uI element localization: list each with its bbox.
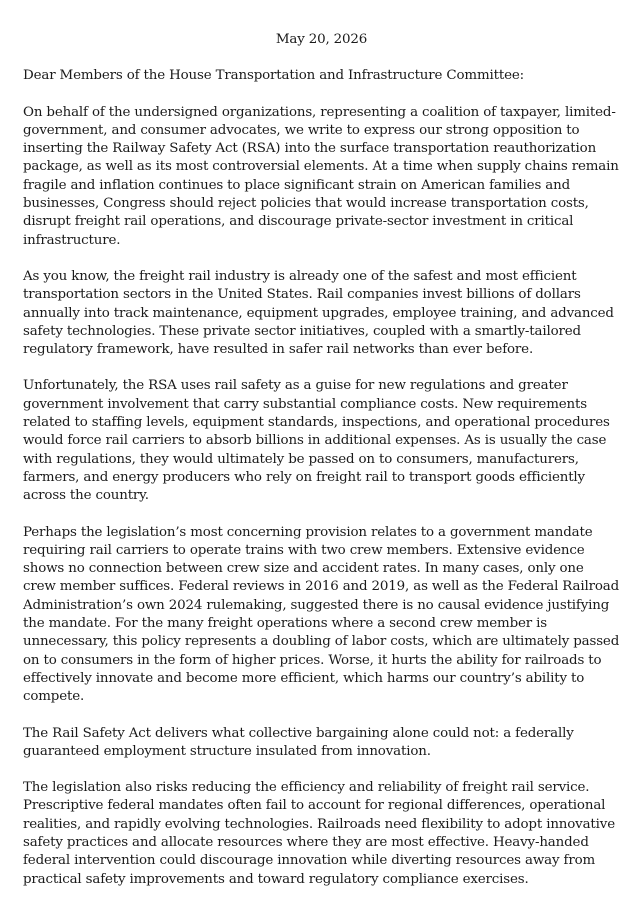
letter-paragraph-3: Unfortunately, the RSA uses rail safety as a guise for new regulations and greater government involvement that carry substantial compliance costs. New requirements related to staffing levels, equipment standards, inspections, and operational procedures would force rail carriers to absorb billions in additional expenses. As is usually the case with regulations, they would ultimately be passed on to consumers, manufacturers, farmers, and energy producers who rely on freight rail to transport goods efficiently across the country. bbox=[23, 378, 610, 504]
letter-paragraph-5: The Rail Safety Act delivers what collective bargaining alone could not: a federally guaranteed employment structure insulated from innovation. bbox=[23, 725, 574, 759]
letter-paragraph-1: On behalf of the undersigned organizations, representing a coalition of taxpayer, limited-government, and consumer advocates, we write to express our strong opposition to inserting the Railway Safety Act (RSA) into the surface transportation reauthorization package, as well as its most controversial elements. At a time when supply chains remain fragile and inflation continues to place significant strain on American families and businesses, Congress should reject policies that would increase transportation costs, disrupt freight rail operations, and discourage private-sector investment in critical infrastructure. bbox=[23, 104, 619, 248]
letter-paragraph-4: Perhaps the legislation’s most concerning provision relates to a government mandate requiring rail carriers to operate trains with two crew members. Extensive evidence shows no connection between crew size and accident rates. In many cases, only one crew member suffices. Federal reviews in 2016 and 2019, as well as the Federal Railroad Administration’s own 2024 rulemaking, suggested there is no causal evidence justifying the mandate. For the many freight operations where a second crew member is unnecessary, this policy represents a doubling of labor costs, which are ultimately passed on to consumers in the form of higher prices. Worse, it hurts the ability for railroads to effectively innovate and become more efficient, which harms our country’s ability to compete. bbox=[23, 524, 620, 705]
letter-paragraph-2: As you know, the freight rail industry is already one of the safest and most efficient transportation sectors in the United States. Rail companies invest billions of dollars annually into track maintenance, equipment upgrades, employee training, and advanced safety technologies. These private sector initiatives, coupled with a smartly-tailored regulatory framework, have resulted in safer rail networks than ever before. bbox=[23, 268, 614, 358]
letter-salutation: Dear Members of the House Transportation and Infrastructure Committee: bbox=[23, 68, 525, 84]
letter-paragraph-6: The legislation also risks reducing the efficiency and reliability of freight rail service. Prescriptive federal mandates often fail to account for regional differences, operational realities, and rapidly evolving technologies. Railroads need flexibility to adopt innovative safety practices and allocate resources where they are most effective. Heavy-handed federal intervention could discourage innovation while diverting resources away from practical safety improvements and toward regulatory compliance exercises. bbox=[23, 780, 615, 887]
letter-date: May 20, 2026 bbox=[275, 32, 368, 47]
